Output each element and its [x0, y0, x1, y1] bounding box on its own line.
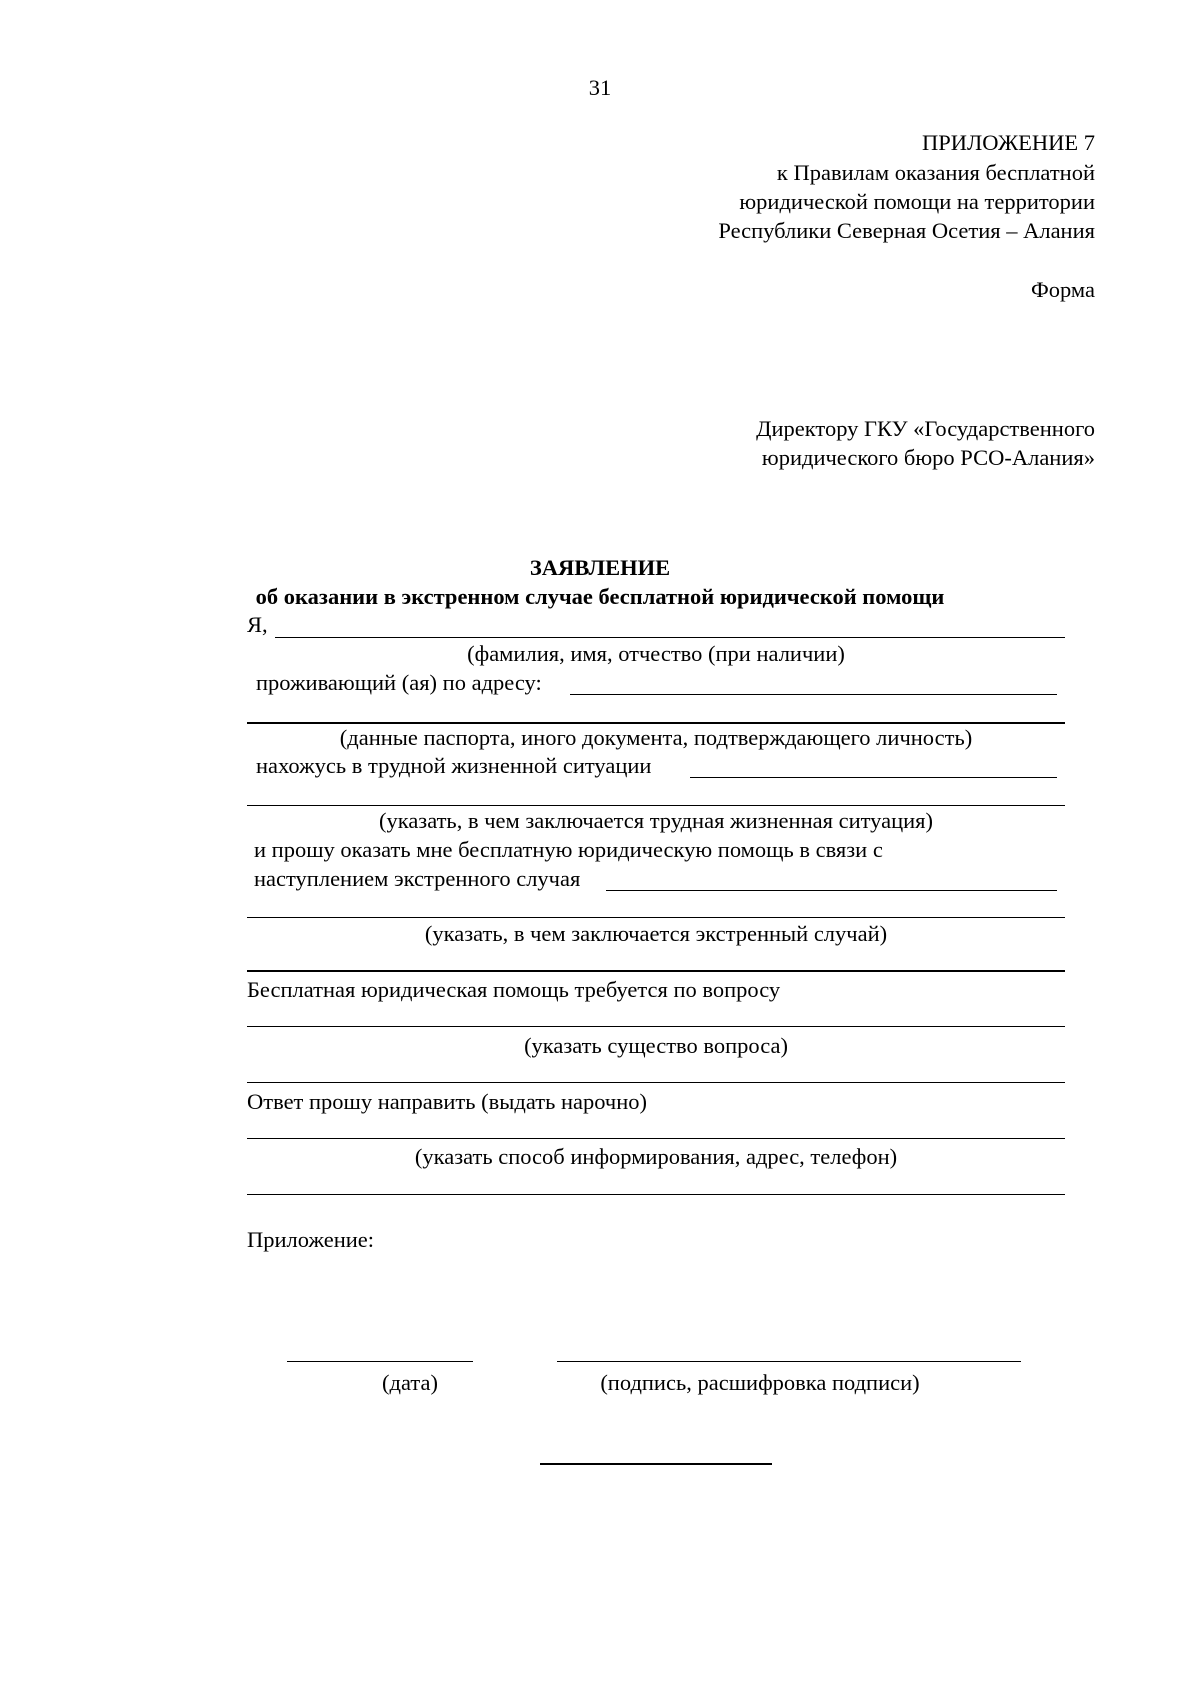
signature-field[interactable] — [557, 1361, 1021, 1362]
appendix-line-1: к Правилам оказания бесплатной — [776, 160, 1095, 185]
issue-field[interactable] — [247, 1026, 1065, 1027]
appendix-line-2: юридической помощи на территории — [739, 189, 1095, 214]
appendix-line-3: Республики Северная Осетия – Алания — [718, 218, 1095, 243]
end-divider — [540, 1463, 772, 1465]
request-line-2: наступлением экстренного случая — [254, 866, 581, 891]
situation-field-2[interactable] — [247, 805, 1065, 806]
issue-hint: (указать существо вопроса) — [524, 1033, 788, 1058]
date-hint: (дата) — [382, 1370, 438, 1395]
situation-field[interactable] — [690, 777, 1057, 778]
situation-hint: (указать, в чем заключается трудная жизненная ситуация) — [378, 808, 934, 833]
addressee-line-2: юридического бюро РСО-Алания» — [761, 445, 1095, 470]
response-field[interactable] — [247, 1138, 1065, 1139]
addressee-line-1: Директору ГКУ «Государственного — [756, 416, 1095, 441]
issue-label: Бесплатная юридическая помощь требуется по вопросу — [247, 977, 781, 1002]
fio-hint: (фамилия, имя, отчество (при наличии) — [467, 641, 845, 666]
document-title: ЗАЯВЛЕНИЕ — [529, 555, 671, 580]
response-hint: (указать способ информирования, адрес, телефон) — [414, 1144, 898, 1169]
response-field-2[interactable] — [247, 1194, 1065, 1195]
emergency-field[interactable] — [606, 890, 1057, 891]
document-subtitle: об оказании в экстренном случае бесплатной юридической помощи — [255, 584, 945, 609]
issue-field-2[interactable] — [247, 1082, 1065, 1083]
form-label: Форма — [1030, 277, 1095, 302]
passport-field[interactable] — [247, 722, 1065, 724]
response-label: Ответ прошу направить (выдать нарочно) — [247, 1089, 648, 1114]
signature-hint: (подпись, расшифровка подписи) — [600, 1370, 920, 1395]
appendix-title: ПРИЛОЖЕНИЕ 7 — [922, 130, 1095, 155]
passport-hint: (данные паспорта, иного документа, подтверждающего личность) — [339, 725, 973, 750]
address-field[interactable] — [570, 694, 1057, 695]
request-line-1: и прошу оказать мне бесплатную юридическую помощь в связи с — [254, 837, 883, 862]
address-label: проживающий (ая) по адресу: — [256, 670, 542, 695]
situation-label: нахожусь в трудной жизненной ситуации — [256, 753, 652, 778]
page-number: 31 — [588, 75, 612, 100]
emergency-field-2[interactable] — [247, 917, 1065, 918]
emergency-field-3[interactable] — [247, 970, 1065, 972]
ya-label: Я, — [247, 612, 268, 637]
emergency-hint: (указать, в чем заключается экстренный случай) — [424, 921, 888, 946]
date-field[interactable] — [287, 1361, 473, 1362]
attachment-label: Приложение: — [247, 1227, 375, 1252]
fio-field[interactable] — [275, 637, 1065, 638]
